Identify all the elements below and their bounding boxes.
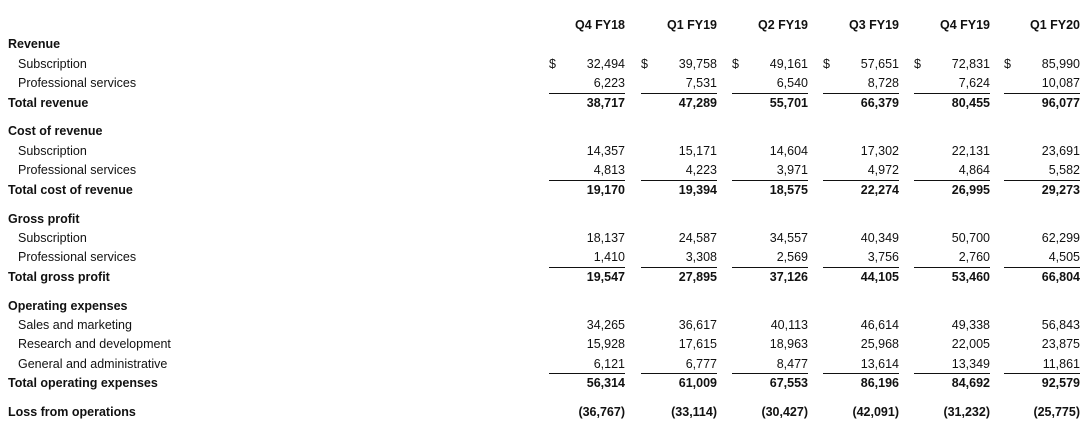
total-row-label: Total cost of revenue	[8, 182, 133, 197]
cell-amount: 38,717	[586, 95, 625, 110]
cell-amount: 37,126	[769, 269, 808, 284]
line-item-row-value	[549, 335, 625, 354]
cell-amount: 1,410	[593, 250, 625, 265]
line-item-row	[8, 316, 1080, 335]
total-row-label: Total revenue	[8, 95, 89, 110]
line-item-row-value	[641, 161, 717, 180]
total-row-value	[549, 374, 625, 393]
cell-amount: 39,758	[678, 56, 717, 71]
line-item-row-value	[823, 74, 899, 93]
line-item-row-value	[641, 335, 717, 354]
line-item-row	[8, 142, 1080, 161]
loss-from-operations-row-label: Loss from operations	[8, 405, 136, 420]
cell-amount: 15,928	[586, 337, 625, 352]
total-row-value	[732, 268, 808, 287]
total-row-value	[641, 181, 717, 200]
total-row-value	[732, 94, 808, 113]
total-row-label: Total gross profit	[8, 269, 110, 284]
total-row-value	[549, 94, 625, 113]
line-item-row	[8, 74, 1080, 93]
income-statement-table	[8, 0, 1080, 422]
cell-amount: 19,394	[678, 182, 717, 197]
total-row-value	[823, 94, 899, 113]
cell-amount: 49,161	[769, 56, 808, 71]
line-item-row	[8, 355, 1080, 374]
line-item-row-value	[549, 316, 625, 335]
total-row-value	[914, 268, 990, 287]
line-item-row-value	[732, 74, 808, 93]
line-item-row-value	[732, 161, 808, 180]
cell-amount: 92,579	[1041, 376, 1080, 391]
cell-amount: 13,614	[860, 356, 899, 371]
line-item-row-value	[1004, 355, 1080, 374]
section-heading-label: Revenue	[8, 37, 61, 52]
line-item-row-value	[914, 248, 990, 267]
line-item-row-value	[1004, 142, 1080, 161]
line-item-row-value	[549, 161, 625, 180]
line-item-row-value	[732, 316, 808, 335]
cell-amount: 8,477	[776, 356, 808, 371]
line-item-row-value	[823, 335, 899, 354]
line-item-row-value	[914, 335, 990, 354]
cell-amount: 6,777	[685, 356, 717, 371]
line-item-row-value	[641, 142, 717, 161]
line-item-row-value	[914, 55, 990, 74]
cell-amount: 11,861	[1042, 356, 1080, 371]
line-item-row	[8, 335, 1080, 354]
line-item-row-label: Professional services	[18, 250, 137, 265]
line-item-row-value	[1004, 55, 1080, 74]
total-row-value	[1004, 181, 1080, 200]
line-item-row-value	[914, 355, 990, 374]
line-item-row-value	[641, 55, 717, 74]
line-item-row-value	[549, 229, 625, 248]
column-header: Q4 FY18	[574, 18, 625, 32]
cell-amount: 3,756	[867, 250, 899, 265]
line-item-row-value	[732, 142, 808, 161]
line-item-row-value	[641, 248, 717, 267]
cell-amount: 19,547	[586, 269, 625, 284]
cell-amount: 2,569	[776, 250, 808, 265]
line-item-row-value	[823, 355, 899, 374]
section-heading-label: Cost of revenue	[8, 124, 103, 139]
cell-amount: 62,299	[1041, 230, 1080, 245]
cell-amount: 67,553	[769, 376, 808, 391]
total-row-value	[823, 181, 899, 200]
cell-amount: 4,505	[1048, 250, 1080, 265]
line-item-row-value	[823, 161, 899, 180]
total-row	[8, 374, 1080, 393]
cell-amount: 56,314	[586, 376, 625, 391]
cell-amount: 18,963	[769, 337, 808, 352]
cell-amount: 6,121	[593, 356, 625, 371]
cell-amount: 3,308	[685, 250, 717, 265]
total-row-label: Total operating expenses	[8, 376, 158, 391]
total-row-value	[914, 94, 990, 113]
total-row-value	[823, 374, 899, 393]
line-item-row	[8, 55, 1080, 74]
cell-amount: 6,540	[776, 76, 808, 91]
line-item-row-value	[549, 248, 625, 267]
cell-amount: 7,531	[685, 76, 717, 91]
cell-amount: 15,171	[678, 143, 717, 158]
cell-amount: (30,427)	[761, 405, 808, 420]
line-item-row-value	[549, 74, 625, 93]
cell-amount: 4,223	[685, 163, 717, 178]
line-item-row-value	[823, 248, 899, 267]
cell-amount: 32,494	[586, 56, 625, 71]
cell-amount: 8,728	[867, 76, 899, 91]
line-item-row-value	[549, 55, 625, 74]
total-row-value	[549, 268, 625, 287]
cell-amount: 7,624	[958, 76, 990, 91]
column-header-row	[8, 16, 1080, 35]
cell-amount: (42,091)	[852, 405, 899, 420]
cell-amount: 85,990	[1041, 56, 1080, 71]
loss-from-operations-row-value	[823, 403, 899, 422]
line-item-row-value	[732, 248, 808, 267]
currency-symbol: $	[914, 56, 921, 71]
line-item-row-value	[823, 142, 899, 161]
cell-amount: 50,700	[951, 230, 990, 245]
total-row	[8, 94, 1080, 113]
line-item-row-value	[1004, 316, 1080, 335]
total-row-value	[641, 268, 717, 287]
section-heading	[8, 297, 1080, 316]
loss-from-operations-row-value	[732, 403, 808, 422]
cell-amount: 14,357	[586, 143, 625, 158]
line-item-row-value	[1004, 335, 1080, 354]
cell-amount: 23,691	[1041, 143, 1080, 158]
cell-amount: 72,831	[951, 56, 990, 71]
line-item-row-value	[641, 74, 717, 93]
line-item-row-value	[549, 355, 625, 374]
cell-amount: 17,302	[860, 143, 899, 158]
currency-symbol: $	[823, 56, 830, 71]
cell-amount: (33,114)	[671, 405, 717, 420]
cell-amount: 2,760	[958, 250, 990, 265]
line-item-row	[8, 229, 1080, 248]
cell-amount: 80,455	[951, 95, 990, 110]
column-header: Q1 FY19	[666, 18, 717, 32]
line-item-row-value	[914, 161, 990, 180]
cell-amount: 40,113	[770, 317, 808, 332]
line-item-row-value	[914, 74, 990, 93]
loss-from-operations-row-value	[549, 403, 625, 422]
line-item-row-value	[1004, 248, 1080, 267]
section-heading	[8, 122, 1080, 141]
total-row-value	[641, 374, 717, 393]
cell-amount: (25,775)	[1033, 405, 1080, 420]
line-item-row-label: Subscription	[18, 143, 87, 158]
cell-amount: 22,005	[951, 337, 990, 352]
currency-symbol: $	[732, 56, 739, 71]
section-heading-label: Operating expenses	[8, 298, 128, 313]
cell-amount: 22,131	[951, 143, 990, 158]
cell-amount: 13,349	[951, 356, 990, 371]
cell-amount: 47,289	[678, 95, 717, 110]
cell-amount: 17,615	[678, 337, 717, 352]
cell-amount: 24,587	[678, 230, 717, 245]
loss-from-operations-row-value	[641, 403, 717, 422]
section-heading-label: Gross profit	[8, 211, 80, 226]
line-item-row-value	[641, 316, 717, 335]
column-header: Q3 FY19	[848, 18, 899, 32]
section-heading	[8, 210, 1080, 229]
column-header: Q2 FY19	[757, 18, 808, 32]
loss-from-operations-row-value	[914, 403, 990, 422]
line-item-row	[8, 248, 1080, 267]
cell-amount: 4,972	[867, 163, 899, 178]
cell-amount: 18,575	[769, 182, 808, 197]
cell-amount: 56,843	[1041, 317, 1080, 332]
total-row-value	[823, 268, 899, 287]
cell-amount: 46,614	[860, 317, 899, 332]
cell-amount: 25,968	[860, 337, 899, 352]
cell-amount: 66,379	[860, 95, 899, 110]
total-row-value	[549, 181, 625, 200]
cell-amount: 27,895	[678, 269, 717, 284]
line-item-row	[8, 161, 1080, 180]
loss-from-operations-row	[8, 403, 1080, 422]
cell-amount: 26,995	[951, 182, 990, 197]
cell-amount: 53,460	[951, 269, 990, 284]
cell-amount: 3,971	[776, 163, 808, 178]
total-row-value	[1004, 374, 1080, 393]
line-item-row-label: Sales and marketing	[18, 317, 132, 332]
cell-amount: 4,864	[958, 163, 990, 178]
line-item-row-value	[1004, 229, 1080, 248]
cell-amount: 61,009	[678, 376, 717, 391]
cell-amount: 49,338	[951, 317, 990, 332]
line-item-row-label: Subscription	[18, 230, 87, 245]
cell-amount: 23,875	[1041, 337, 1080, 352]
cell-amount: 22,274	[860, 182, 899, 197]
cell-amount: (36,767)	[578, 405, 625, 420]
line-item-row-value	[1004, 161, 1080, 180]
cell-amount: 36,617	[678, 317, 717, 332]
total-row	[8, 268, 1080, 287]
line-item-row-value	[914, 316, 990, 335]
line-item-row-value	[732, 355, 808, 374]
total-row-value	[914, 181, 990, 200]
line-item-row-label: General and administrative	[18, 356, 168, 371]
line-item-row-value	[914, 229, 990, 248]
cell-amount: 18,137	[586, 230, 625, 245]
line-item-row-label: Professional services	[18, 163, 137, 178]
section-heading	[8, 35, 1080, 54]
cell-amount: 57,651	[860, 56, 899, 71]
line-item-row-label: Professional services	[18, 76, 137, 91]
cell-amount: 6,223	[593, 76, 625, 91]
line-item-row-value	[914, 142, 990, 161]
cell-amount: 84,692	[951, 376, 990, 391]
cell-amount: 19,170	[586, 182, 625, 197]
cell-amount: 40,349	[860, 230, 899, 245]
cell-amount: 29,273	[1041, 182, 1080, 197]
line-item-row-label: Subscription	[18, 56, 87, 71]
cell-amount: 96,077	[1041, 95, 1080, 110]
currency-symbol: $	[549, 56, 556, 71]
cell-amount: 34,265	[586, 317, 625, 332]
cell-amount: 86,196	[860, 376, 899, 391]
line-item-row-value	[732, 335, 808, 354]
cell-amount: 66,804	[1041, 269, 1080, 284]
line-item-row-value	[823, 316, 899, 335]
cell-amount: 55,701	[769, 95, 808, 110]
line-item-row-value	[823, 229, 899, 248]
line-item-row-value	[641, 355, 717, 374]
line-item-row-value	[641, 229, 717, 248]
total-row	[8, 181, 1080, 200]
cell-amount: 34,557	[769, 230, 808, 245]
column-header: Q1 FY20	[1029, 18, 1080, 32]
total-row-value	[1004, 94, 1080, 113]
total-row-value	[1004, 268, 1080, 287]
column-header: Q4 FY19	[939, 18, 990, 32]
currency-symbol: $	[1004, 56, 1011, 71]
total-row-value	[641, 94, 717, 113]
loss-from-operations-row-value	[1004, 403, 1080, 422]
cell-amount: 4,813	[593, 163, 625, 178]
total-row-value	[732, 374, 808, 393]
cell-amount: 5,582	[1048, 163, 1080, 178]
cell-amount: 10,087	[1041, 76, 1080, 91]
line-item-row-value	[823, 55, 899, 74]
total-row-value	[914, 374, 990, 393]
line-item-row-value	[549, 142, 625, 161]
cell-amount: 44,105	[860, 269, 899, 284]
line-item-row-value	[1004, 74, 1080, 93]
cell-amount: 14,604	[769, 143, 808, 158]
line-item-row-label: Research and development	[18, 337, 171, 352]
cell-amount: (31,232)	[943, 405, 990, 420]
total-row-value	[732, 181, 808, 200]
currency-symbol: $	[641, 56, 648, 71]
line-item-row-value	[732, 55, 808, 74]
line-item-row-value	[732, 229, 808, 248]
